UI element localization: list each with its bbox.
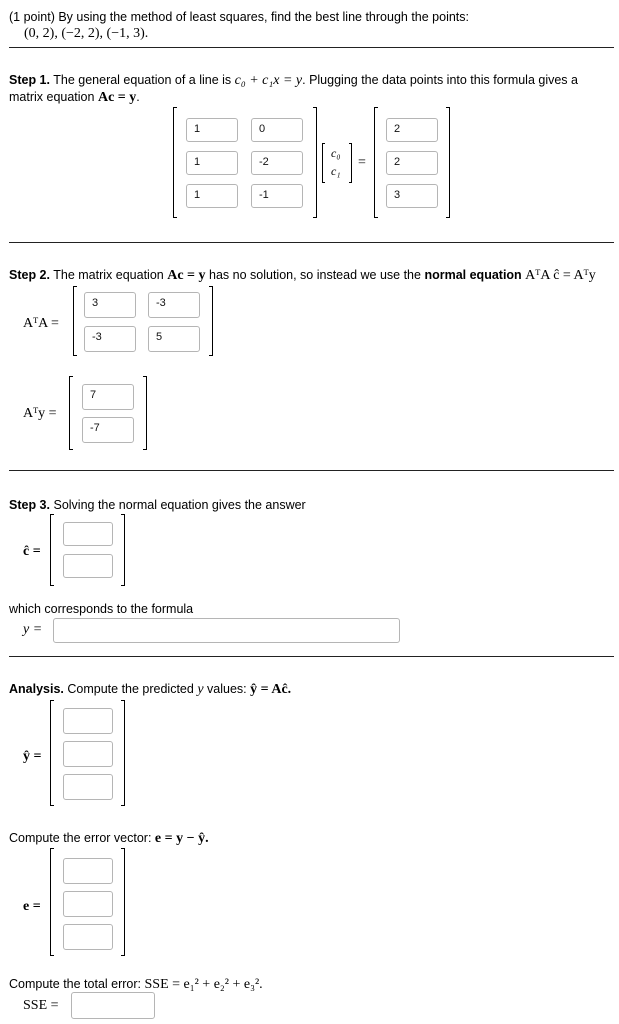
- matrix-a-cell[interactable]: 0: [251, 118, 303, 142]
- matrix-equation: Ac = y: [97, 90, 137, 105]
- matrix-a-cell[interactable]: 1: [186, 184, 238, 208]
- divider: [9, 47, 614, 48]
- matrix-a-cell[interactable]: 1: [186, 151, 238, 175]
- aty-cell[interactable]: 7: [82, 384, 134, 410]
- analysis-text: Analysis. Compute the predicted y values: ŷ = Aĉ.: [9, 682, 292, 697]
- ata-label: AᵀA =: [23, 316, 59, 331]
- left-bracket: [322, 143, 325, 183]
- error-text: Compute the error vector: e = y − ŷ.: [9, 831, 209, 846]
- equals-sign: =: [358, 155, 366, 170]
- question-prompt: (1 point) By using the method of least squares, find the best line through the points:: [9, 10, 470, 24]
- left-bracket: [73, 286, 77, 356]
- c-vector-entry: c₀: [331, 146, 341, 160]
- question-points: (0, 2), (−2, 2), (−1, 3).: [24, 26, 149, 41]
- right-bracket: [446, 107, 450, 218]
- error-equation: e = y − ŷ.: [154, 831, 209, 846]
- matrix-a-cell[interactable]: -2: [251, 151, 303, 175]
- left-bracket: [173, 107, 177, 218]
- step1-text-2: matrix equation Ac = y.: [9, 90, 140, 105]
- y-hat-input[interactable]: [63, 741, 113, 767]
- step1-text: Step 1. The general equation of a line is c₀ + c₁x = y. Plugging the data points into this formula gives a: [9, 73, 578, 88]
- matrix-equation: Ac = y: [167, 268, 206, 283]
- formula-text: which corresponds to the formula: [9, 602, 194, 616]
- y-formula-input[interactable]: [53, 618, 400, 643]
- y-vector-cell[interactable]: 2: [386, 151, 438, 175]
- y-hat-input[interactable]: [63, 774, 113, 800]
- step3-text: Step 3. Solving the normal equation gives the answer: [9, 498, 306, 512]
- sse-label: SSE =: [23, 998, 59, 1013]
- right-bracket: [121, 848, 125, 956]
- sse-input[interactable]: [71, 992, 155, 1019]
- aty-cell[interactable]: -7: [82, 417, 134, 443]
- left-bracket: [50, 848, 54, 956]
- y-hat-label: ŷ =: [23, 749, 42, 764]
- sse-equation: SSE = e₁² + e₂² + e₃².: [144, 977, 263, 992]
- step2-text: Step 2. The matrix equation Ac = y has no solution, so instead we use the normal equation AᵀA ĉ = Aᵀy: [9, 268, 596, 283]
- e-input[interactable]: [63, 858, 113, 884]
- left-bracket: [374, 107, 378, 218]
- predicted-equation: ŷ = Aĉ.: [250, 682, 292, 697]
- normal-equation-label: normal equation: [424, 268, 522, 282]
- right-bracket: [121, 514, 125, 586]
- matrix-a-cell[interactable]: -1: [251, 184, 303, 208]
- c-hat-input[interactable]: [63, 522, 113, 546]
- ata-cell[interactable]: 5: [148, 326, 200, 352]
- sse-text: Compute the total error: SSE = e₁² + e₂² + e₃².: [9, 977, 263, 992]
- right-bracket: [121, 700, 125, 806]
- line-equation: c₀ + c₁x = y: [234, 73, 303, 88]
- left-bracket: [50, 700, 54, 806]
- normal-equation: AᵀA ĉ = Aᵀy: [525, 268, 596, 283]
- step2-title: Step 2.: [9, 268, 50, 282]
- step3-title: Step 3.: [9, 498, 50, 512]
- y-hat-input[interactable]: [63, 708, 113, 734]
- e-input[interactable]: [63, 891, 113, 917]
- c-hat-label: ĉ =: [23, 544, 41, 559]
- right-bracket: [349, 143, 352, 183]
- analysis-title: Analysis.: [9, 682, 64, 696]
- ata-cell[interactable]: 3: [84, 292, 136, 318]
- y-vector-cell[interactable]: 2: [386, 118, 438, 142]
- divider: [9, 470, 614, 471]
- right-bracket: [209, 286, 213, 356]
- left-bracket: [50, 514, 54, 586]
- e-input[interactable]: [63, 924, 113, 950]
- c-vector-entry: c₁: [331, 164, 341, 178]
- y-formula-label: y =: [23, 622, 43, 637]
- divider: [9, 242, 614, 243]
- right-bracket: [313, 107, 317, 218]
- matrix-a-cell[interactable]: 1: [186, 118, 238, 142]
- e-label: e =: [23, 899, 41, 914]
- right-bracket: [143, 376, 147, 450]
- c-hat-input[interactable]: [63, 554, 113, 578]
- ata-cell[interactable]: -3: [148, 292, 200, 318]
- ata-cell[interactable]: -3: [84, 326, 136, 352]
- left-bracket: [69, 376, 73, 450]
- aty-label: Aᵀy =: [23, 406, 57, 421]
- divider: [9, 656, 614, 657]
- y-vector-cell[interactable]: 3: [386, 184, 438, 208]
- step1-title: Step 1.: [9, 73, 50, 87]
